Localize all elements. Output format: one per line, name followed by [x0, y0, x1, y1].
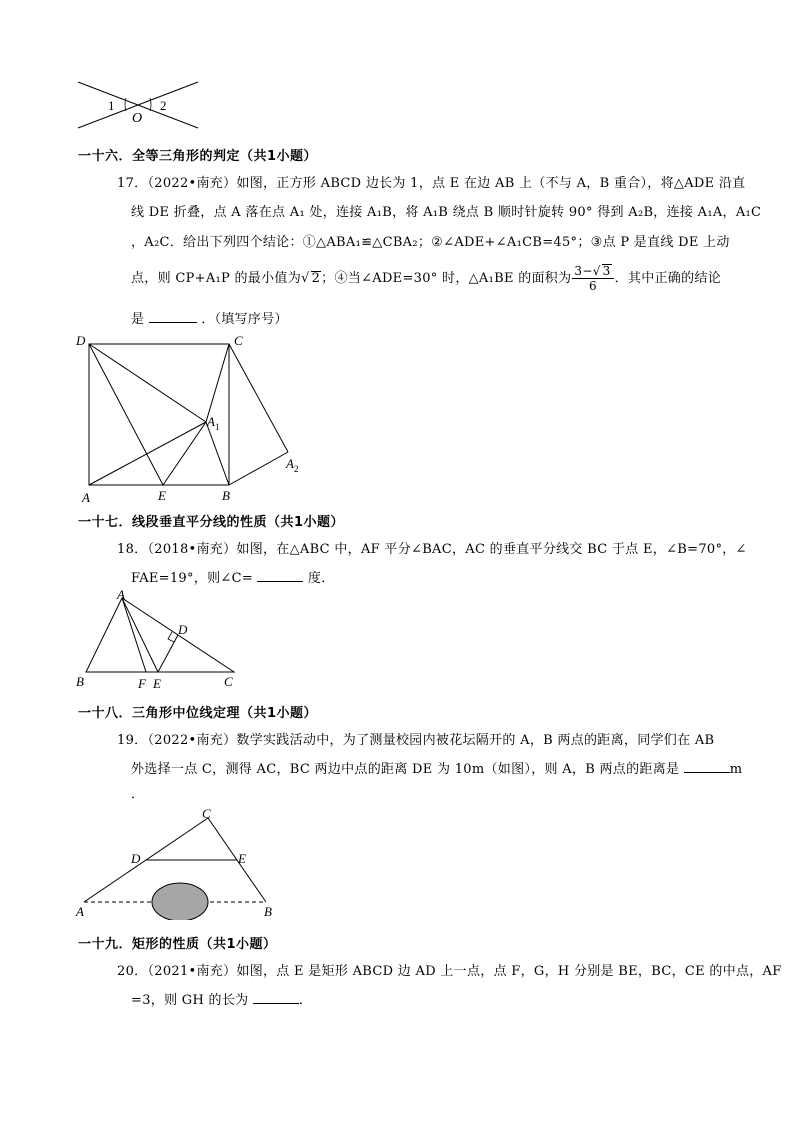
answer-blank-19[interactable] [684, 760, 730, 773]
point-label-d: D [76, 333, 86, 348]
question-17-line-3: ，A₂C．给出下列四个结论：①△ABA₁≌△CBA₂；②∠ADE+∠A₁CB=45°；③点 P 是直线 DE 上动 [131, 235, 730, 250]
midline-triangle-figure [74, 806, 284, 920]
section-heading-17: 一十七．线段垂直平分线的性质（共1小题） [78, 515, 345, 530]
question-17-text-1: （2022•南充）如图，正方形 ABCD 边长为 1，点 E 在边 AB 上（不与 A，B 重合），将△ADE 沿直 [147, 176, 746, 191]
answer-blank-17[interactable] [149, 310, 197, 323]
question-19-text-2a: 外选择一点 C，测得 AC，BC 两边中点的距离 DE 为 10m（如图），则 A，B 两点的距离是 [131, 762, 680, 777]
question-20-text-2a: =3，则 GH 的长为 [131, 993, 249, 1008]
section-heading-16: 一十六．全等三角形的判定（共1小题） [78, 149, 318, 164]
point-label-e: E [153, 676, 161, 691]
point-label-c: C [202, 806, 211, 821]
question-18-text-2a: FAE=19°，则∠C= [131, 571, 254, 586]
point-label-b: B [264, 904, 272, 919]
question-18-text-2b: 度． [307, 571, 335, 586]
point-label-e: E [238, 851, 246, 866]
angle-label-2: 2 [160, 98, 167, 113]
fraction-numerator-sqrt: 3 [602, 264, 611, 278]
question-17-text-4b: ；④当∠ADE=30° 时，△A₁BE 的面积为 [321, 271, 572, 286]
question-17-line-2: 线 DE 折叠，点 A 落在点 A₁ 处，连接 A₁B，将 A₁B 绕点 B 顺时针旋转 90° 得到 A₂B，连接 A₁A，A₁C [131, 205, 762, 220]
question-17-text-5b: ．（填写序号） [201, 312, 288, 327]
point-label-b: B [222, 488, 230, 503]
sqrt-radicand: 2 [311, 271, 321, 286]
question-17-line-4 [131, 264, 721, 293]
square-fold-figure [74, 330, 314, 508]
question-19-text-1: （2022•南充）数学实践活动中，为了测量校园内被花坛隔开的 A，B 两点的距离，同学们在 AB [147, 733, 715, 748]
intersecting-lines-figure [74, 78, 204, 134]
sqrt-expression: √ 2 [301, 271, 321, 286]
point-label-a: A [76, 904, 84, 919]
question-20-line-2 [131, 989, 312, 1008]
point-label-b: B [76, 674, 84, 689]
point-label-f: F [138, 676, 146, 691]
question-17-line-5 [131, 308, 288, 327]
flowerbed-shape [152, 883, 208, 920]
question-19-line-2 [131, 758, 742, 777]
fraction [572, 264, 613, 293]
question-18-text-1: （2018•南充）如图，在△ABC 中，AF 平分∠BAC，AC 的垂直平分线交 BC 于点 E，∠B=70°，∠ [147, 542, 747, 557]
section-heading-18: 一十八．三角形中位线定理（共1小题） [78, 706, 318, 721]
answer-blank-20[interactable] [253, 991, 299, 1004]
question-20-line-1 [117, 960, 782, 979]
question-number-17: 17． [117, 176, 148, 191]
fraction-numerator-a: 3− [574, 264, 593, 278]
point-label-d: D [178, 622, 188, 637]
fraction-denominator: 6 [589, 279, 597, 293]
point-label-d: D [131, 851, 141, 866]
triangle-abc-figure [74, 588, 244, 692]
question-18-line-2 [131, 567, 335, 586]
question-number-20: 20． [117, 964, 148, 979]
question-19-line-3: ． [131, 787, 145, 802]
question-number-19: 19． [117, 733, 148, 748]
fraction-numerator: 3−√ 3 [572, 264, 613, 279]
point-label-a1: $A_1$ [207, 414, 220, 432]
angle-label-1: 1 [108, 98, 115, 113]
answer-blank-18[interactable] [257, 569, 303, 582]
section-heading-19: 一十九．矩形的性质（共1小题） [78, 937, 277, 952]
point-label-a: A [117, 588, 125, 602]
point-label-c: C [234, 333, 243, 348]
question-17-text-4c: ．其中正确的结论 [614, 271, 721, 286]
question-number-18: 18． [117, 542, 148, 557]
question-19-line-1 [117, 729, 714, 748]
question-17-text-5a: 是 [131, 312, 145, 327]
point-label-o: O [132, 111, 143, 126]
point-label-c: C [224, 674, 233, 689]
question-17-text-4a: 点，则 CP+A₁P 的最小值为 [131, 271, 301, 286]
question-19-text-2b: m [729, 762, 743, 777]
point-label-a: A [82, 490, 90, 505]
question-18-line-1 [117, 538, 747, 557]
question-20-text-1: （2021•南充）如图，点 E 是矩形 ABCD 边 AD 上一点，点 F，G，H 分别是 BE，BC，CE 的中点，AF [147, 964, 782, 979]
question-17-line-1 [117, 172, 745, 191]
question-20-text-2b: ． [298, 993, 313, 1008]
point-label-e: E [158, 488, 166, 503]
point-label-a2: $A_2$ [286, 456, 299, 474]
